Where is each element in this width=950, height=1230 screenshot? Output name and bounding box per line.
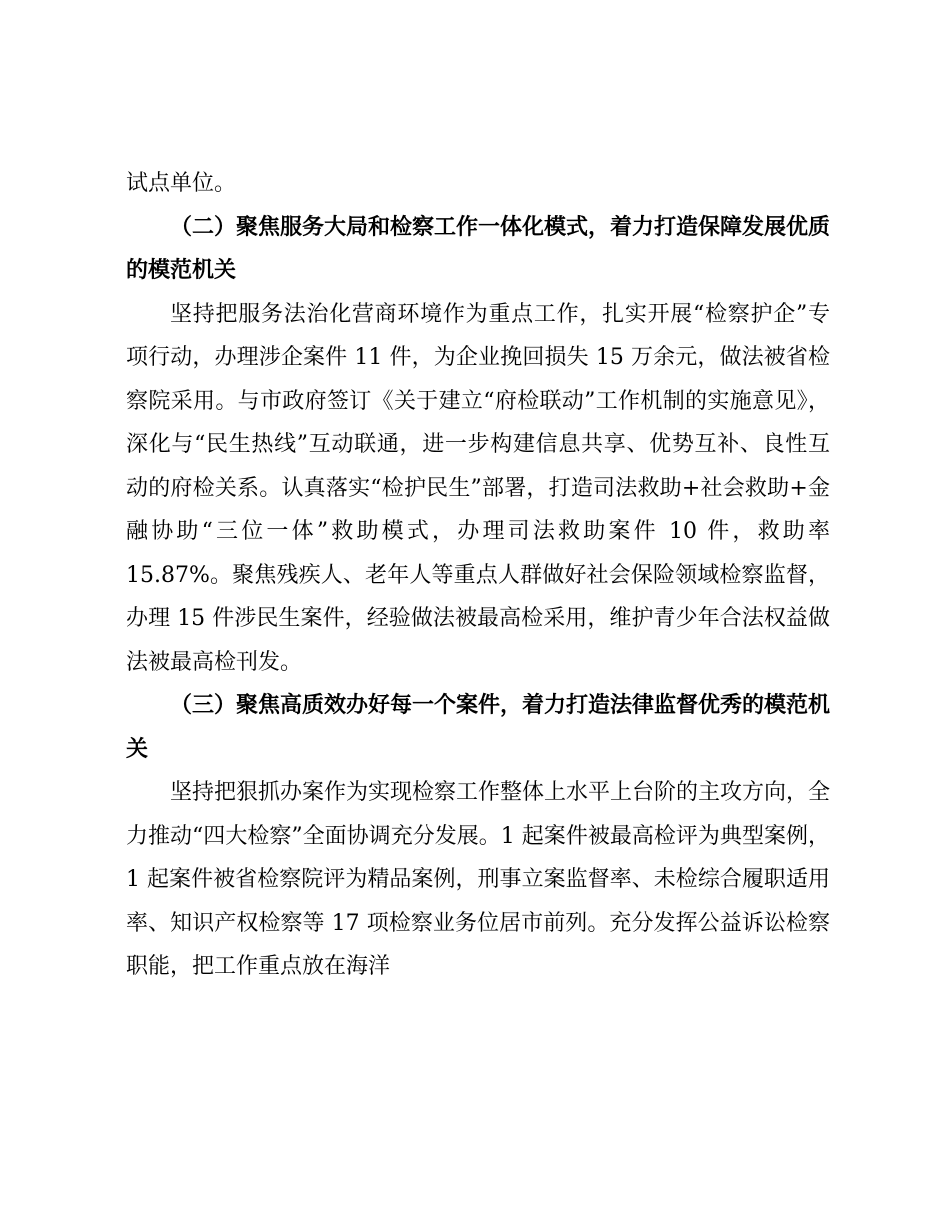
section-heading-2: （二）聚焦服务大局和检察工作一体化模式，着力打造保障发展优质的模范机关 (126, 213, 831, 283)
body-paragraph-1: 坚持把服务法治化营商环境作为重点工作，扎实开展“检察护企”专项行动，办理涉企案件 11 件，为企业挽回损失 15 万余元，做法被省检察院采用。与市政府签订《关于建立“府检联动”工作机制的实施意见》，深化与“民生热线”互动联通，进一步构建信息共享、优势互补、良性互动的府检关系。认真落实“检护民生”部署，打造司法救助+社会救助+金融协助“三位一体”救助模式，办理司法救助案件 10 件，救助率 15.87%。聚焦残疾人、老年人等重点人群做好社会保险领域检察监督，办理 15 件涉民生案件，经验做法被最高检采用，维护青少年合法权益做法被最高检刊发。 (126, 301, 830, 675)
body-paragraph-2: 坚持把狠抓办案作为实现检察工作整体上水平上台阶的主攻方向，全力推动“四大检察”全面协调充分发展。1 起案件被最高检评为典型案例，1 起案件被省检察院评为精品案例，刑事立案监督率、未检综合履职适用率、知识产权检察等 17 项检察业务位居市前列。充分发挥公益诉讼检察职能，把工作重点放在海洋 (126, 780, 831, 979)
document-body (126, 162, 830, 989)
paragraph-continuation: 试点单位。 (126, 171, 237, 196)
section-heading-3: （三）聚焦高质效办好每一个案件，着力打造法律监督优秀的模范机关 (126, 692, 831, 762)
